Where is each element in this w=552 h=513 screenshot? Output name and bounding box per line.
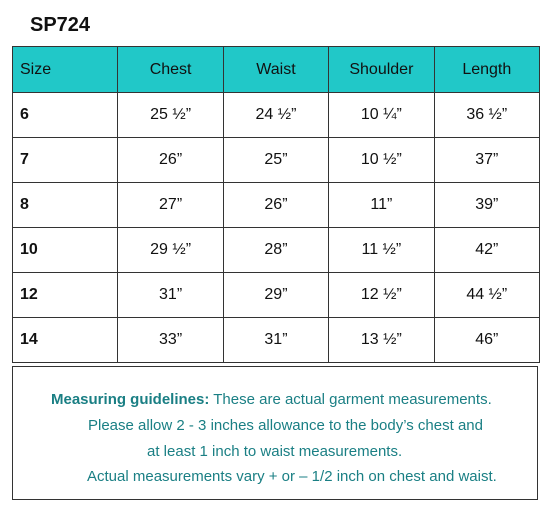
cell-length: 42” [434, 228, 539, 273]
cell-waist: 31” [223, 318, 328, 363]
cell-size: 7 [13, 138, 118, 183]
header-waist: Waist [223, 47, 328, 93]
cell-chest: 27” [118, 183, 223, 228]
cell-shoulder: 13 ½” [329, 318, 434, 363]
header-length: Length [434, 47, 539, 93]
cell-shoulder: 10 ½” [329, 138, 434, 183]
table-row [13, 273, 540, 318]
guidelines-line-1 [51, 391, 492, 408]
cell-shoulder: 12 ½” [329, 273, 434, 318]
cell-size: 6 [13, 93, 118, 138]
cell-waist: 28” [223, 228, 328, 273]
cell-size: 12 [13, 273, 118, 318]
header-chest: Chest [118, 47, 223, 93]
guidelines-line-4: Actual measurements vary + or – 1/2 inch on chest and waist. [87, 468, 497, 485]
cell-length: 37” [434, 138, 539, 183]
cell-chest: 33” [118, 318, 223, 363]
header-shoulder: Shoulder [329, 47, 434, 93]
chart-title: SP724 [30, 14, 91, 36]
cell-length: 36 ½” [434, 93, 539, 138]
table-row [13, 93, 540, 138]
guidelines-line-2: Please allow 2 - 3 inches allowance to the body’s chest and [88, 417, 483, 434]
table-row [13, 318, 540, 363]
cell-waist: 25” [223, 138, 328, 183]
cell-size: 14 [13, 318, 118, 363]
table-header-row [13, 47, 540, 93]
cell-chest: 29 ½” [118, 228, 223, 273]
cell-shoulder: 11” [329, 183, 434, 228]
cell-waist: 26” [223, 183, 328, 228]
cell-chest: 26” [118, 138, 223, 183]
table-row [13, 228, 540, 273]
guidelines-line-3: at least 1 inch to waist measurements. [147, 443, 403, 460]
cell-shoulder: 11 ½” [329, 228, 434, 273]
cell-length: 44 ½” [434, 273, 539, 318]
header-size: Size [13, 47, 118, 93]
table-row [13, 183, 540, 228]
guidelines-line-1-text: These are actual garment measurements. [213, 391, 492, 408]
size-chart-table [12, 46, 540, 363]
guidelines-heading: Measuring guidelines: [51, 391, 210, 408]
cell-waist: 29” [223, 273, 328, 318]
cell-chest: 25 ½” [118, 93, 223, 138]
cell-shoulder: 10 ¼” [329, 93, 434, 138]
table-row [13, 138, 540, 183]
cell-length: 39” [434, 183, 539, 228]
cell-size: 10 [13, 228, 118, 273]
cell-length: 46” [434, 318, 539, 363]
cell-size: 8 [13, 183, 118, 228]
cell-waist: 24 ½” [223, 93, 328, 138]
cell-chest: 31” [118, 273, 223, 318]
measuring-guidelines-box [12, 366, 538, 500]
